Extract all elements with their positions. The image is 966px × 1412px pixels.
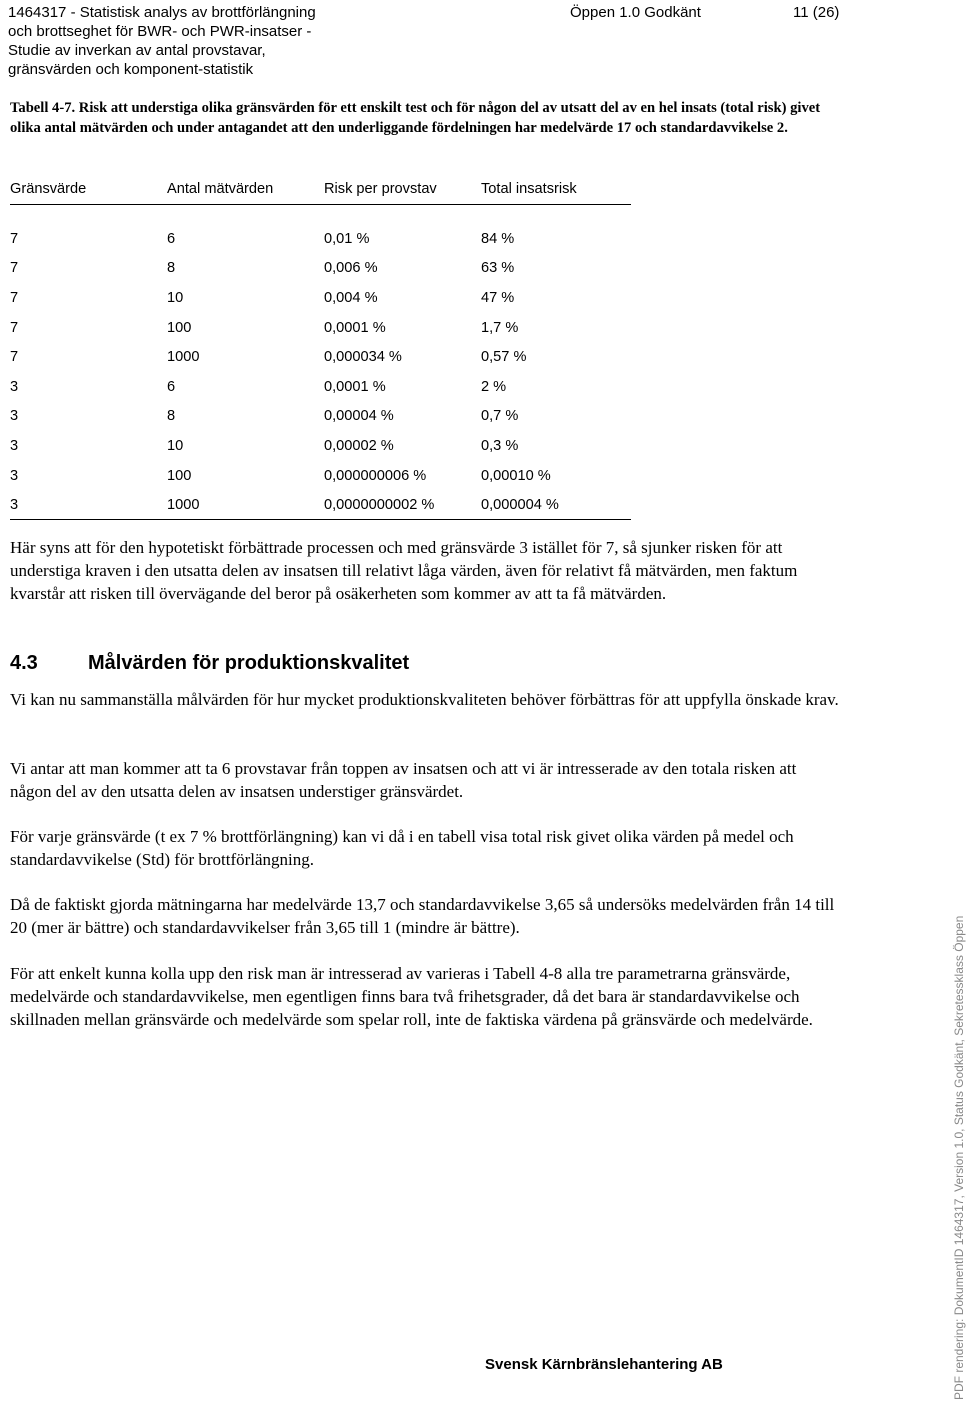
table-cell: 0,3 % <box>481 437 519 454</box>
paragraph-target-values: Vi kan nu sammanställa målvärden för hur mycket produktionskvaliteten behöver förbättras för att uppfylla önskade krav. <box>10 690 839 709</box>
table-cell: 0,0001 % <box>324 378 386 395</box>
table-cell: 0,004 % <box>324 289 378 306</box>
table-cell: 63 % <box>481 260 515 277</box>
table-row <box>10 283 631 313</box>
table-cell: 0,006 % <box>324 260 378 277</box>
pdf-rendering-note: PDF rendering: DokumentID 1464317, Version 1.0, Status Godkänt, Sekretessklass Öppen <box>952 915 966 1400</box>
table-cell: 0,000034 % <box>324 349 402 366</box>
table-cell: 1,7 % <box>481 319 519 336</box>
table-header-row <box>10 174 631 204</box>
table-cell: 0,0001 % <box>324 319 386 336</box>
table-row <box>10 431 631 461</box>
table-row <box>10 342 631 372</box>
table-row <box>10 313 631 343</box>
table-row <box>10 461 631 491</box>
table-spacer-row <box>10 204 631 224</box>
table-cell: 3 <box>10 378 19 395</box>
table-cell: 100 <box>167 319 192 336</box>
table-cell: 100 <box>167 467 192 484</box>
table-cell: 0,7 % <box>481 408 519 425</box>
paragraph-measurements: Då de faktiskt gjorda mätningarna har medelvärde 13,7 och standardavvikelse 3,65 så undersöks medelvärden från 14 till 20 (mer är bättre) och standardavvikelser från 3,65 till 1 (mindre är bättre). <box>10 895 835 937</box>
table-row <box>10 254 631 284</box>
table-cell: 8 <box>167 408 176 425</box>
paragraph-assumption: Vi antar att man kommer att ta 6 provstavar från toppen av insatsen och att vi är intresserade av den totala risken att någon del av den utsatta delen av insatsen understiger gränsvärdet. <box>10 759 797 801</box>
table-cell: 1000 <box>167 349 200 366</box>
table-cell: 0,01 % <box>324 230 370 247</box>
table-cell: 0,00004 % <box>324 408 394 425</box>
table-cell: 0,00002 % <box>324 437 394 454</box>
risk-table <box>10 174 631 520</box>
section-number: 4.3 <box>10 652 38 674</box>
table-cell: 10 <box>167 289 184 306</box>
table-cell: 10 <box>167 437 184 454</box>
column-header-risk-per-provstav: Risk per provstav <box>324 174 481 204</box>
table-cell: 0,0000000002 % <box>324 490 481 520</box>
table-row <box>10 372 631 402</box>
column-header-antal-matvarden: Antal mätvärden <box>167 174 324 204</box>
table-cell: 7 <box>10 230 19 247</box>
table-cell: 7 <box>10 349 19 366</box>
table-cell: 0,000000006 % <box>324 467 427 484</box>
page-number: 11 (26) <box>793 4 840 21</box>
table-cell: 3 <box>10 408 19 425</box>
table-cell: 3 <box>10 437 19 454</box>
table-cell: 0,57 % <box>481 349 527 366</box>
document-status: Öppen 1.0 Godkänt <box>570 4 701 21</box>
table-cell: 8 <box>167 260 176 277</box>
paragraph-result-summary: Här syns att för den hypotetiskt förbättrade processen och med gränsvärde 3 istället för 7, så sjunker risken för att understiga kraven i den utsatta delen av insatsen till relativt låga värden, även för relativt få mätvärden, men faktum kvarstår att risken till övervägande del beror på osäkerheten som kommer av att ta få mätvärden. <box>10 538 798 603</box>
column-header-total-insatsrisk: Total insatsrisk <box>481 174 631 204</box>
table-cell: 6 <box>167 230 176 247</box>
table-row <box>10 490 631 520</box>
table-cell: 0,000004 % <box>481 490 631 520</box>
table-cell: 7 <box>10 289 19 306</box>
table-cell: 84 % <box>481 230 515 247</box>
table-row <box>10 224 631 254</box>
table-caption: Tabell 4-7. Risk att understiga olika gränsvärden för ett enskilt test och för någon del av utsatt del av en hel insats (total risk) givet olika antal mätvärden och under antagandet att den underliggande fördelningen har medelvärde 17 och standardavvikelse 2. <box>10 100 821 136</box>
paragraph-limit-table: För varje gränsvärde (t ex 7 % brottförlängning) kan vi då i en tabell visa total risk givet olika värden på medel och standardavvikelse (Std) för brottförlängning. <box>10 827 794 869</box>
paragraph-parameters: För att enkelt kunna kolla upp den risk man är intresserad av varieras i Tabell 4-8 alla tre parametrarna gränsvärde, medelvärde och standardavvikelse, men egentligen finns bara två frihetsgrader, då det bara är standardavvikelse och skillnaden mellan gränsvärde och medelvärde som spelar roll, inte de faktiska värdena på gränsvärde och medelvärde. <box>10 964 813 1029</box>
page-footer-company: Svensk Kärnbränslehantering AB <box>485 1356 723 1373</box>
table-cell: 3 <box>10 490 167 520</box>
table-cell: 2 % <box>481 378 507 395</box>
table-cell: 1000 <box>167 490 324 520</box>
table-row <box>10 402 631 432</box>
document-title-block <box>8 3 408 79</box>
column-header-gransvarde: Gränsvärde <box>10 174 167 204</box>
table-cell: 0,00010 % <box>481 467 551 484</box>
table-spacer-cell <box>10 204 631 224</box>
section-heading <box>10 650 409 676</box>
table-cell: 3 <box>10 467 19 484</box>
table-cell: 7 <box>10 319 19 336</box>
document-title-line-3: Studie av inverkan av antal provstavar, <box>8 42 266 59</box>
document-title-line-2: och brottseghet för BWR- och PWR-insatser - <box>8 23 312 40</box>
document-id-line: 1464317 - Statistisk analys av brottförlängning <box>8 4 316 21</box>
document-title-line-4: gränsvärden och komponent-statistik <box>8 61 254 78</box>
table-cell: 6 <box>167 378 176 395</box>
table-cell: 7 <box>10 260 19 277</box>
table-cell: 47 % <box>481 289 515 306</box>
section-title: Målvärden för produktionskvalitet <box>88 652 410 674</box>
